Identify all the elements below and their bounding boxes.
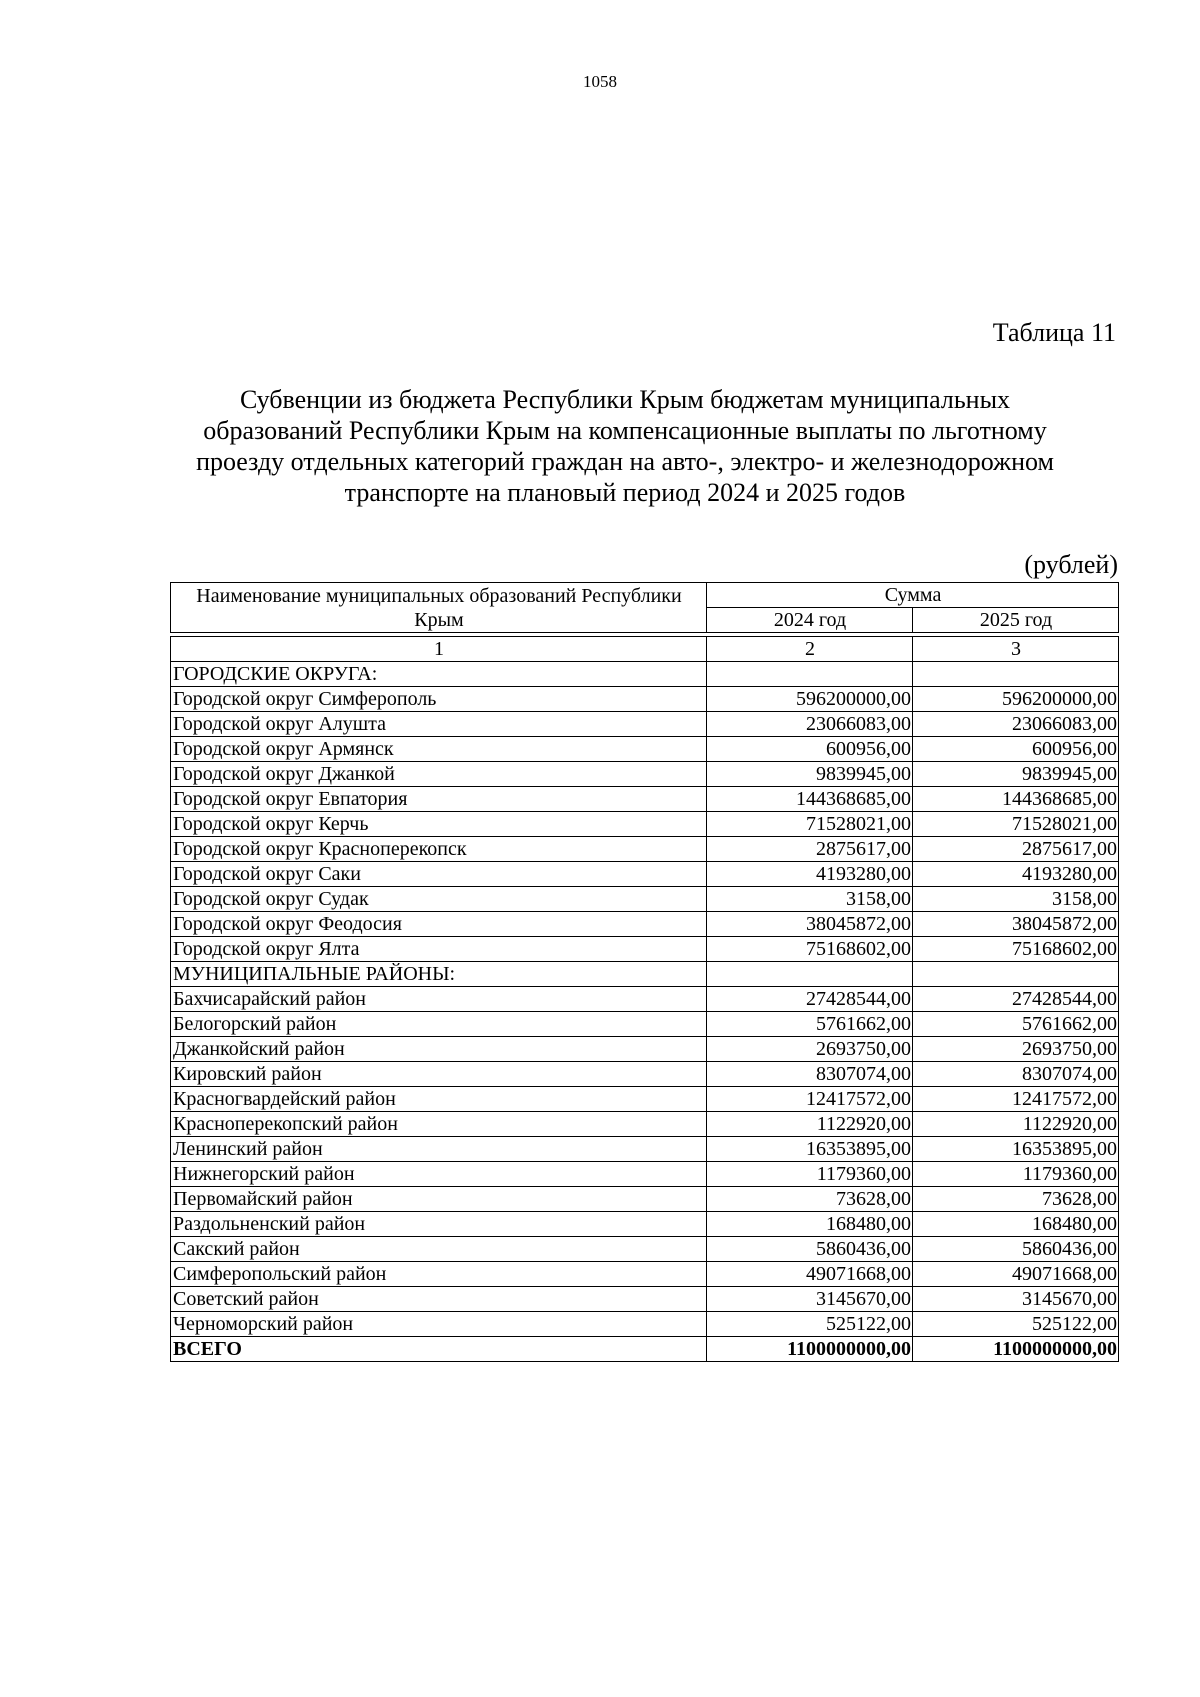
municipality-name: Белогорский район [171, 1012, 707, 1037]
amount-2025: 49071668,00 [913, 1262, 1119, 1287]
amount-2025 [913, 662, 1119, 687]
title-line: образований Республики Крым на компенсационные выплаты по льготному [203, 416, 1047, 445]
municipality-name: Городской округ Феодосия [171, 912, 707, 937]
amount-2025: 3158,00 [913, 887, 1119, 912]
municipality-name: Нижнегорский район [171, 1162, 707, 1187]
title-line: транспорте на плановый период 2024 и 2025 годов [344, 478, 906, 507]
header-name-column: Наименование муниципальных образований Республики Крым [171, 583, 707, 633]
amount-2025: 71528021,00 [913, 812, 1119, 837]
table-row [171, 887, 1119, 912]
table-row [171, 787, 1119, 812]
amount-2024: 8307074,00 [707, 1062, 913, 1087]
municipality-name: Черноморский район [171, 1312, 707, 1337]
amount-2024: 38045872,00 [707, 912, 913, 937]
municipality-name: Красногвардейский район [171, 1087, 707, 1112]
amount-2025: 73628,00 [913, 1187, 1119, 1212]
municipality-name: Первомайский район [171, 1187, 707, 1212]
section-title: ГОРОДСКИЕ ОКРУГА: [171, 662, 707, 687]
amount-2025 [913, 962, 1119, 987]
table-row [171, 1137, 1119, 1162]
total-row [171, 1337, 1119, 1362]
amount-2024: 4193280,00 [707, 862, 913, 887]
table-row [171, 912, 1119, 937]
amount-2024 [707, 662, 913, 687]
municipality-name: Городской округ Евпатория [171, 787, 707, 812]
column-number: 3 [913, 637, 1119, 662]
amount-2024: 16353895,00 [707, 1137, 913, 1162]
amount-2025: 16353895,00 [913, 1137, 1119, 1162]
amount-2025: 12417572,00 [913, 1087, 1119, 1112]
municipality-name: Городской округ Саки [171, 862, 707, 887]
amount-2025: 1179360,00 [913, 1162, 1119, 1187]
table-row [171, 1037, 1119, 1062]
municipality-name: Городской округ Ялта [171, 937, 707, 962]
header-sum-group: Сумма [707, 583, 1119, 608]
section-row [171, 962, 1119, 987]
table-row [171, 1087, 1119, 1112]
table-row [171, 1312, 1119, 1337]
table-row [171, 1237, 1119, 1262]
amount-2025: 168480,00 [913, 1212, 1119, 1237]
amount-2024: 600956,00 [707, 737, 913, 762]
table-row [171, 862, 1119, 887]
amount-2024: 9839945,00 [707, 762, 913, 787]
table-row [171, 1112, 1119, 1137]
amount-2024: 27428544,00 [707, 987, 913, 1012]
table-row [171, 712, 1119, 737]
amount-2025: 27428544,00 [913, 987, 1119, 1012]
municipality-name: Симферопольский район [171, 1262, 707, 1287]
municipality-name: Красноперекопский район [171, 1112, 707, 1137]
table-row [171, 1262, 1119, 1287]
amount-2025: 75168602,00 [913, 937, 1119, 962]
title-line: Субвенции из бюджета Республики Крым бюджетам муниципальных [239, 385, 1011, 414]
table-row [171, 837, 1119, 862]
amount-2024: 49071668,00 [707, 1262, 913, 1287]
header-year-2024: 2024 год [707, 608, 913, 633]
table-row [171, 1212, 1119, 1237]
column-numbers-row [171, 637, 1119, 662]
amount-2025: 600956,00 [913, 737, 1119, 762]
municipality-name: Кировский район [171, 1062, 707, 1087]
section-title: МУНИЦИПАЛЬНЫЕ РАЙОНЫ: [171, 962, 707, 987]
amount-2024: 1179360,00 [707, 1162, 913, 1187]
column-number: 1 [171, 637, 707, 662]
municipality-name: Городской округ Джанкой [171, 762, 707, 787]
amount-2025: 5761662,00 [913, 1012, 1119, 1037]
amount-2025: 4193280,00 [913, 862, 1119, 887]
amount-2024: 168480,00 [707, 1212, 913, 1237]
amount-2024: 5860436,00 [707, 1237, 913, 1262]
amount-2024: 73628,00 [707, 1187, 913, 1212]
amount-2024: 2693750,00 [707, 1037, 913, 1062]
amount-2025: 38045872,00 [913, 912, 1119, 937]
municipality-name: Бахчисарайский район [171, 987, 707, 1012]
table-body [171, 633, 1119, 1337]
municipality-name: Раздольненский район [171, 1212, 707, 1237]
municipality-name: Городской округ Судак [171, 887, 707, 912]
amount-2024: 5761662,00 [707, 1012, 913, 1037]
amount-2025: 23066083,00 [913, 712, 1119, 737]
table-row [171, 687, 1119, 712]
municipality-name: Джанкойский район [171, 1037, 707, 1062]
section-row [171, 662, 1119, 687]
total-2025: 1100000000,00 [913, 1337, 1119, 1362]
amount-2025: 2875617,00 [913, 837, 1119, 862]
amount-2024: 596200000,00 [707, 687, 913, 712]
amount-2024 [707, 962, 913, 987]
amount-2024: 2875617,00 [707, 837, 913, 862]
table-row [171, 737, 1119, 762]
page-number: 1058 [583, 72, 617, 91]
municipality-name: Городской округ Красноперекопск [171, 837, 707, 862]
table-row [171, 1012, 1119, 1037]
amount-2024: 144368685,00 [707, 787, 913, 812]
amount-2024: 3158,00 [707, 887, 913, 912]
municipality-name: Ленинский район [171, 1137, 707, 1162]
amount-2025: 596200000,00 [913, 687, 1119, 712]
amount-2025: 3145670,00 [913, 1287, 1119, 1312]
amount-2025: 1122920,00 [913, 1112, 1119, 1137]
amount-2025: 8307074,00 [913, 1062, 1119, 1087]
amount-2024: 23066083,00 [707, 712, 913, 737]
amount-2025: 525122,00 [913, 1312, 1119, 1337]
amount-2024: 12417572,00 [707, 1087, 913, 1112]
table-label: Таблица 11 [992, 318, 1116, 347]
table-row [171, 812, 1119, 837]
amount-2024: 71528021,00 [707, 812, 913, 837]
table-row [171, 1187, 1119, 1212]
subsidy-table [170, 582, 1119, 1362]
municipality-name: Сакский район [171, 1237, 707, 1262]
header-year-2025: 2025 год [913, 608, 1119, 633]
amount-2025: 144368685,00 [913, 787, 1119, 812]
municipality-name: Городской округ Алушта [171, 712, 707, 737]
amount-2024: 75168602,00 [707, 937, 913, 962]
municipality-name: Городской округ Симферополь [171, 687, 707, 712]
column-number: 2 [707, 637, 913, 662]
municipality-name: Городской округ Керчь [171, 812, 707, 837]
title-line: проезду отдельных категорий граждан на авто-, электро- и железнодорожном [196, 447, 1054, 476]
total-label: ВСЕГО [171, 1337, 707, 1362]
table-row [171, 1162, 1119, 1187]
table-row [171, 987, 1119, 1012]
amount-2025: 5860436,00 [913, 1237, 1119, 1262]
table-row [171, 937, 1119, 962]
amount-2024: 525122,00 [707, 1312, 913, 1337]
amount-2025: 2693750,00 [913, 1037, 1119, 1062]
units-label: (рублей) [1024, 550, 1118, 579]
amount-2024: 1122920,00 [707, 1112, 913, 1137]
municipality-name: Советский район [171, 1287, 707, 1312]
amount-2024: 3145670,00 [707, 1287, 913, 1312]
amount-2025: 9839945,00 [913, 762, 1119, 787]
table-row [171, 1287, 1119, 1312]
document-title [150, 384, 1100, 508]
municipality-name: Городской округ Армянск [171, 737, 707, 762]
total-2024: 1100000000,00 [707, 1337, 913, 1362]
table-row [171, 762, 1119, 787]
table-row [171, 1062, 1119, 1087]
